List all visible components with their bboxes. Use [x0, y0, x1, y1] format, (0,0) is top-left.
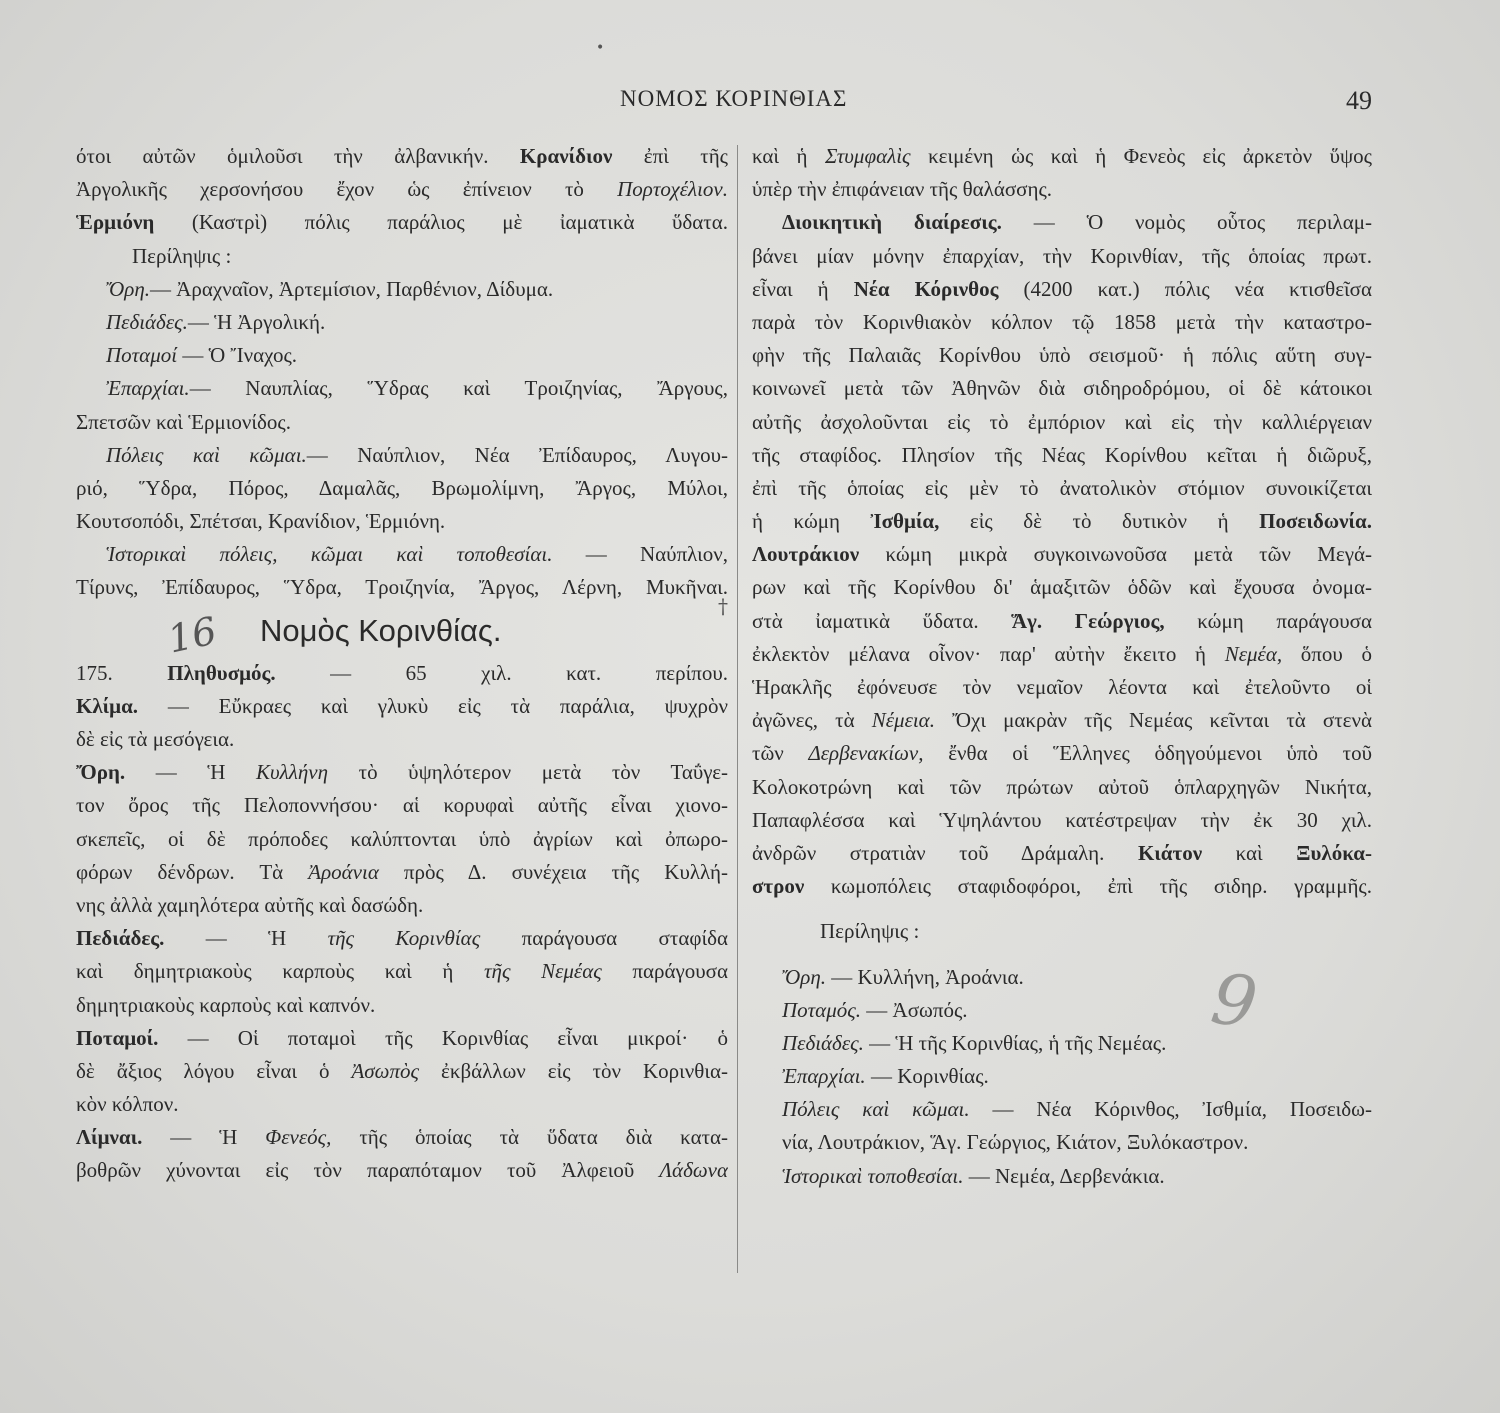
text-line: δημητριακοὺς καρποὺς καὶ καπνόν. — [76, 992, 376, 1017]
text-line: Πόλεις καὶ κῶμαι.— Ναύπλιον, Νέα Ἐπίδαυρος, Λυγου- — [106, 442, 728, 467]
text-line: ἐκλεκτὸν μέλανα οἶνον· παρ' αὐτὴν ἔκειτο ἡ Νεμέα, ὅπου ὁ — [752, 641, 1372, 666]
text-line: Ποταμοί. — Οἱ ποταμοὶ τῆς Κορινθίας εἶναι μικροί· ὁ — [76, 1025, 728, 1050]
text-line: 175. Πληθυσμός. — 65 χιλ. κατ. περίπου. — [76, 660, 728, 685]
text-line: φόρων δένδρων. Τὰ Ἀροάνια πρὸς Δ. συνέχεια τῆς Κυλλή- — [76, 859, 728, 884]
text-line: ἐπὶ τῆς ὁποίας εἰς μὲν τὸ ἀνατολικὸν στόμιον συνοικίζεται — [752, 475, 1372, 500]
text-line: σκεπεῖς, οἱ δὲ πρόποδες καλύπτονται ὑπὸ ἀγρίων καὶ ὀπωρο- — [76, 826, 728, 851]
text-line: Ἀργολικῆς χερσονήσου ἔχον ὡς ἐπίνειον τὸ Πορτοχέλιον. — [76, 177, 728, 202]
text-line: Ἐπαρχίαι. — Κορινθίας. — [782, 1064, 989, 1089]
running-title: ΝΟΜΟΣ ΚΟΡΙΝΘΙΑΣ — [620, 86, 848, 111]
text-line: Κλίμα. — Εὔκραες καὶ γλυκὺ εἰς τὰ παράλια, ψυχρὸν — [76, 693, 728, 718]
text-line: αὐτῆς ἀσχολοῦνται εἰς τὸ ἐμπόριον καὶ εἰς τὴν καλλιέργειαν — [752, 409, 1372, 434]
text-line: κὸν κόλπον. — [76, 1092, 179, 1117]
summary-heading: Περίληψις : — [820, 919, 920, 944]
text-line: Σπετσῶν καὶ Ἑρμιονίδος. — [76, 409, 291, 434]
column-divider — [737, 145, 738, 1273]
ink-dot: • — [596, 40, 605, 56]
text-line: στρον κωμοπόλεις σταφιδοφόροι, ἐπὶ τῆς σιδηρ. γραμμῆς. — [752, 874, 1372, 899]
text-line: Κουτσοπόδι, Σπέτσαι, Κρανίδιον, Ἑρμιόνη. — [76, 509, 446, 534]
text-line: καὶ δημητριακοὺς καρποὺς καὶ ἡ τῆς Νεμέας παράγουσα — [76, 959, 728, 984]
section-title: 16 Νομὸς Κορινθίας. — [76, 605, 728, 657]
summary-heading: Περίληψις : — [132, 243, 232, 268]
text-line: δὲ εἰς τὰ μεσόγεια. — [76, 727, 235, 751]
text-line: ρων καὶ τῆς Κορίνθου δι' ἁμαξιτῶν ὁδῶν καὶ ἔχουσα ὀνομα- — [752, 575, 1372, 600]
text-line: εἶναι ἡ Νέα Κόρινθος (4200 κατ.) πόλις νέα κτισθεῖσα — [752, 276, 1372, 301]
text-line: Ἐπαρχίαι.— Ναυπλίας, Ὕδρας καὶ Τροιζηνίας, Ἄργους, — [106, 376, 728, 401]
text-line: Ποταμοί — Ὁ Ἴναχος. — [106, 343, 298, 368]
text-line: Λίμναι. — Ἡ Φενεός, τῆς ὁποίας τὰ ὕδατα διὰ κατα- — [76, 1125, 728, 1150]
text-line: φὴν τῆς Παλαιᾶς Κορίνθου ὑπὸ σεισμοῦ· ἡ πόλις αὕτη συγ- — [752, 343, 1372, 368]
page-number: 49 — [1346, 86, 1372, 115]
text-line: βάνει μίαν μόνην ἐπαρχίαν, τὴν Κορινθίαν, τῆς ὁποίας πρωτ. — [752, 243, 1372, 268]
text-line: Τίρυνς, Ἐπίδαυρος, Ὕδρα, Τροιζηνία, Ἄργος, Λέρνη, Μυκῆναι. — [76, 575, 728, 600]
text-line: Λουτράκιον κώμη μικρὰ συγκοινωνοῦσα μετὰ τῶν Μεγά- — [752, 542, 1372, 567]
text-line: ότοι αὐτῶν ὁμιλοῦσι τὴν ἀλβανικήν. Κρανίδιον ἐπὶ τῆς — [76, 144, 728, 168]
handwritten-number: 16 — [163, 608, 221, 662]
text-line: στὰ ἰαματικὰ ὕδατα. Ἅγ. Γεώργιος, κώμη παράγουσα — [752, 608, 1372, 633]
text-line: νης ἀλλὰ χαμηλότερα αὐτῆς καὶ δασώδη. — [76, 892, 424, 917]
text-line: ὑπὲρ τὴν ἐπιφάνειαν τῆς θαλάσσης. — [752, 177, 1053, 202]
text-line: Ὄρη. — Ἡ Κυλλήνη τὸ ὑψηλότερον μετὰ τὸν Ταΰγε- — [76, 760, 728, 785]
text-line: τον ὄρος τῆς Πελοποννήσου· αἱ κορυφαὶ αὐτῆς εἶναι χιονο- — [76, 793, 728, 818]
text-line: Ἡρακλῆς ἐφόνευσε τὸν νεμαῖον λέοντα καὶ ἐτελοῦντο οἱ — [752, 675, 1372, 699]
text-line: κοινωνεῖ μετὰ τῶν Ἀθηνῶν διὰ σιδηροδρόμου, οἱ δὲ κάτοικοι — [752, 376, 1372, 401]
text-line: Ὄρη. — Κυλλήνη, Ἀροάνια. — [782, 964, 1024, 989]
page-header — [0, 86, 1500, 126]
text-line: ἡ κώμη Ἰσθμία, εἰς δὲ τὸ δυτικὸν ἡ Ποσειδωνία. — [752, 509, 1372, 534]
spacer — [752, 949, 1372, 961]
text-line: ἀνδρῶν στρατιὰν τοῦ Δράμαλη. Κιάτον καὶ Ξυλόκα- — [752, 840, 1372, 865]
text-line: Πεδιάδες. — Ἡ τῆς Κορινθίας, ἡ τῆς Νεμέας. — [782, 1030, 1167, 1055]
text-line: Πόλεις καὶ κῶμαι. — Νέα Κόρινθος, Ἰσθμία, Ποσειδω- — [782, 1097, 1372, 1122]
text-line: καὶ ἡ Στυμφαλὶς κειμένη ὡς καὶ ἡ Φενεὸς εἰς ἀρκετὸν ὕψος — [752, 144, 1372, 168]
text-line: Παπαφλέσσα καὶ Ὑψηλάντου κατέστρεψαν τὴν ἐκ 30 χιλ. — [752, 807, 1372, 832]
right-column — [752, 140, 1372, 1193]
pencil-number: 9 — [1206, 957, 1263, 1045]
text-line: Ἱστορικαὶ πόλεις, κῶμαι καὶ τοποθεσίαι. — Ναύπλιον, — [106, 542, 728, 567]
spacer — [752, 903, 1372, 915]
text-line: τῆς σταφίδος. Πλησίον τῆς Νέας Κορίνθου κεῖται ἡ διῶρυξ, — [752, 442, 1372, 467]
text-line: ἀγῶνες, τὰ Νέμεια. Ὄχι μακρὰν τῆς Νεμέας κεῖνται τὰ στενὰ — [752, 708, 1372, 733]
text-line: νία, Λουτράκιον, Ἅγ. Γεώργιος, Κιάτον, Ξυλόκαστρον. — [782, 1130, 1249, 1155]
text-line: Πεδιάδες.— Ἡ Ἀργολική. — [106, 309, 326, 334]
left-column — [76, 140, 728, 1188]
text-line: δὲ ἄξιος λόγου εἶναι ὁ Ἀσωπὸς ἐκβάλλων εἰς τὸν Κορινθια- — [76, 1058, 728, 1083]
text-line: Διοικητικὴ διαίρεσις. — Ὁ νομὸς οὗτος περιλαμ- — [782, 210, 1372, 235]
text-line: τῶν Δερβενακίων, ἔνθα οἱ Ἕλληνες ὁδηγούμενοι ὑπὸ τοῦ — [752, 741, 1372, 766]
text-line: παρὰ τὸν Κορινθιακὸν κόλπον τῷ 1858 μετὰ τὴν καταστρο- — [752, 309, 1372, 334]
text-line: Ἑρμιόνη (Καστρὶ) πόλις παράλιος μὲ ἰαματικὰ ὕδατα. — [76, 210, 728, 235]
pencil-cross: † — [718, 594, 728, 618]
text-line: Ὄρη.— Ἀραχναῖον, Ἀρτεμίσιον, Παρθένιον, Δίδυμα. — [106, 276, 554, 301]
text-line: ριό, Ὕδρα, Πόρος, Δαμαλᾶς, Βρωμολίμνη, Ἄργος, Μύλοι, — [76, 475, 728, 500]
text-line: Κολοκοτρώνη καὶ τῶν πρώτων αὐτοῦ ὁπλαρχηγῶν Νικήτα, — [752, 774, 1372, 799]
text-line: Ποταμός. — Ἀσωπός. — [782, 997, 968, 1022]
text-line: βοθρῶν χύνονται εἰς τὸν παραπόταμον τοῦ Ἀλφειοῦ Λάδωνα — [76, 1158, 728, 1183]
text-line: Ἱστορικαὶ τοποθεσίαι. — Νεμέα, Δερβενάκια. — [782, 1163, 1165, 1188]
text-line: Πεδιάδες. — Ἡ τῆς Κορινθίας παράγουσα σταφίδα — [76, 926, 728, 951]
